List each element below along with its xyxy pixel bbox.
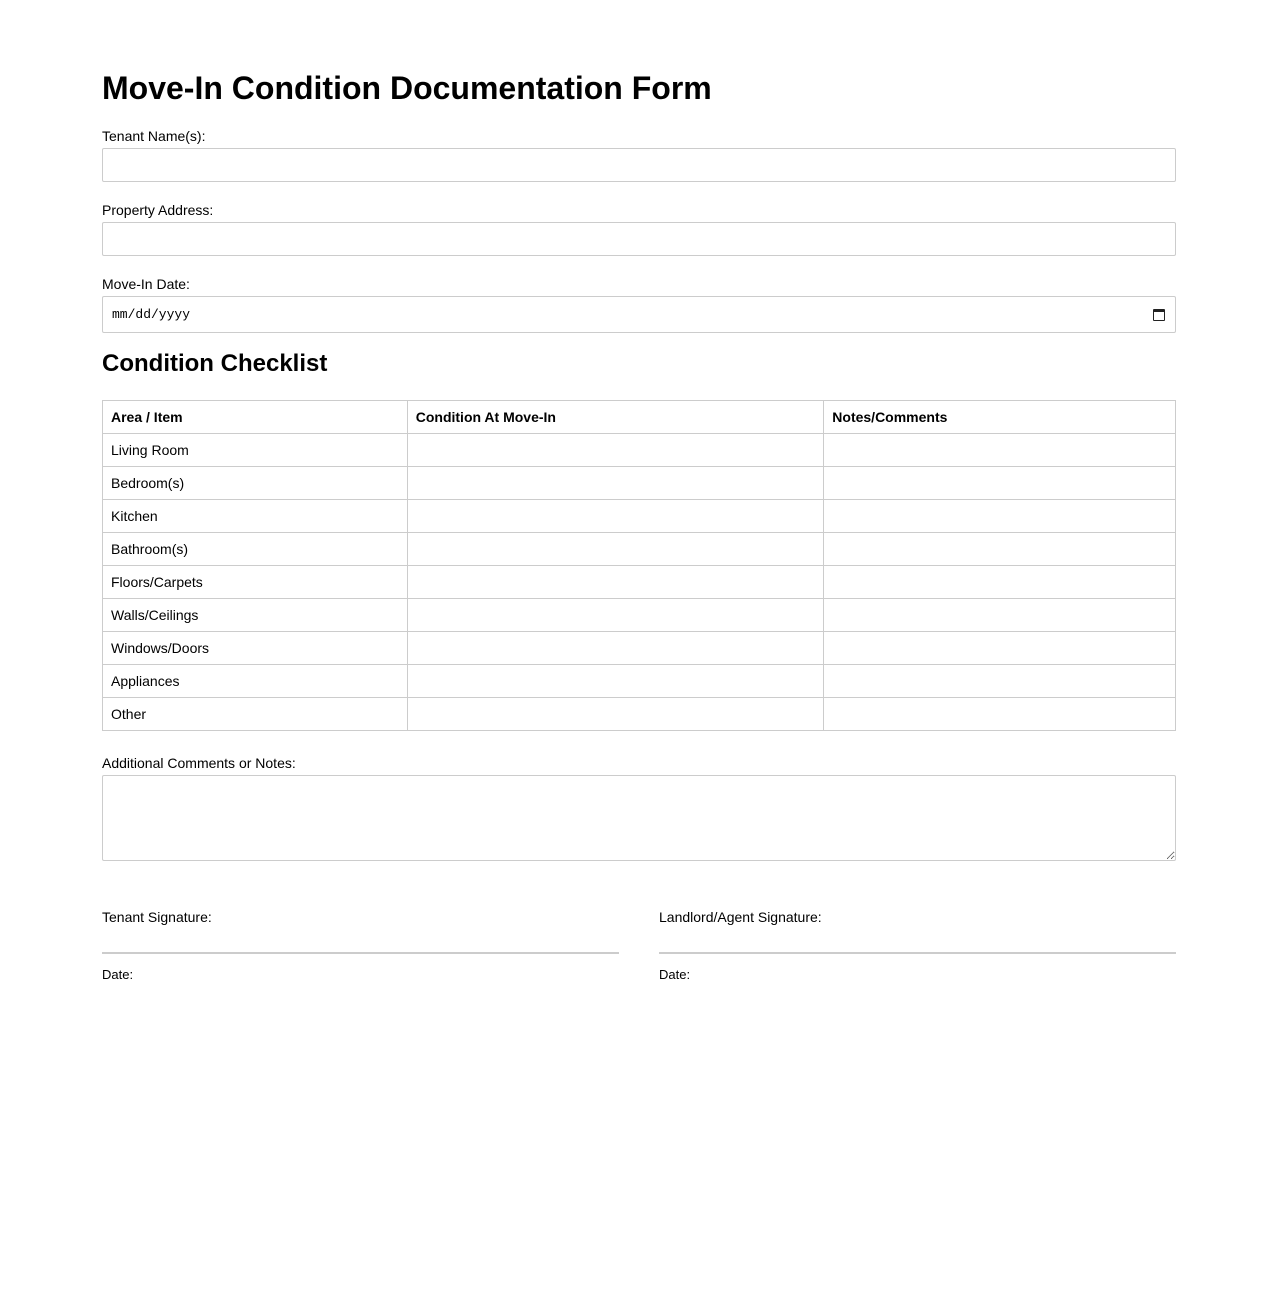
property-address-field-group xyxy=(102,202,1176,256)
move-in-date-label: Move-In Date: xyxy=(102,276,190,292)
area-cell: Floors/Carpets xyxy=(103,566,408,599)
condition-cell[interactable] xyxy=(407,698,824,731)
notes-cell[interactable] xyxy=(824,467,1176,500)
column-header-condition: Condition At Move-In xyxy=(407,401,824,434)
page-title: Move-In Condition Documentation Form xyxy=(102,70,712,106)
additional-comments-textarea[interactable] xyxy=(102,775,1176,861)
notes-cell[interactable] xyxy=(824,566,1176,599)
condition-cell[interactable] xyxy=(407,434,824,467)
condition-cell[interactable] xyxy=(407,467,824,500)
tenant-signature-label: Tenant Signature: xyxy=(102,909,212,925)
condition-cell[interactable] xyxy=(407,599,824,632)
table-row xyxy=(103,599,1176,632)
move-in-date-field-group xyxy=(102,276,1176,333)
table-row xyxy=(103,434,1176,467)
table-row xyxy=(103,500,1176,533)
notes-cell[interactable] xyxy=(824,500,1176,533)
property-address-input[interactable] xyxy=(102,222,1176,256)
notes-cell[interactable] xyxy=(824,434,1176,467)
condition-cell[interactable] xyxy=(407,533,824,566)
condition-cell[interactable] xyxy=(407,632,824,665)
tenant-names-label: Tenant Name(s): xyxy=(102,128,206,144)
tenant-signature-block xyxy=(102,909,619,983)
table-row xyxy=(103,698,1176,731)
landlord-signature-label: Landlord/Agent Signature: xyxy=(659,909,822,925)
area-cell: Living Room xyxy=(103,434,408,467)
table-row xyxy=(103,566,1176,599)
area-cell: Bedroom(s) xyxy=(103,467,408,500)
tenant-date-label: Date: xyxy=(102,967,134,982)
notes-cell[interactable] xyxy=(824,665,1176,698)
condition-cell[interactable] xyxy=(407,500,824,533)
table-row xyxy=(103,632,1176,665)
move-in-form xyxy=(102,0,1176,983)
table-header-row xyxy=(103,401,1176,434)
condition-cell[interactable] xyxy=(407,665,824,698)
area-cell: Bathroom(s) xyxy=(103,533,408,566)
notes-cell[interactable] xyxy=(824,599,1176,632)
table-row xyxy=(103,467,1176,500)
notes-cell[interactable] xyxy=(824,533,1176,566)
table-row xyxy=(103,533,1176,566)
condition-checklist-table xyxy=(102,400,1176,731)
date-placeholder: mm/dd/yyyy xyxy=(112,307,191,322)
landlord-signature-line[interactable] xyxy=(659,952,1176,954)
move-in-date-input[interactable] xyxy=(102,296,1176,333)
calendar-icon[interactable] xyxy=(1153,309,1165,321)
notes-cell[interactable] xyxy=(824,632,1176,665)
tenant-signature-line[interactable] xyxy=(102,952,619,954)
checklist-heading: Condition Checklist xyxy=(102,350,328,377)
signatures-section xyxy=(102,909,1176,983)
tenant-names-input[interactable] xyxy=(102,148,1176,182)
property-address-label: Property Address: xyxy=(102,202,214,218)
landlord-signature-block xyxy=(659,909,1176,983)
column-header-area: Area / Item xyxy=(103,401,408,434)
table-row xyxy=(103,665,1176,698)
tenant-names-field-group xyxy=(102,128,1176,182)
area-cell: Appliances xyxy=(103,665,408,698)
additional-comments-label: Additional Comments or Notes: xyxy=(102,755,296,771)
additional-comments-group xyxy=(102,755,1176,861)
area-cell: Other xyxy=(103,698,408,731)
area-cell: Kitchen xyxy=(103,500,408,533)
area-cell: Walls/Ceilings xyxy=(103,599,408,632)
condition-cell[interactable] xyxy=(407,566,824,599)
notes-cell[interactable] xyxy=(824,698,1176,731)
landlord-date-label: Date: xyxy=(659,967,691,982)
column-header-notes: Notes/Comments xyxy=(824,401,1176,434)
area-cell: Windows/Doors xyxy=(103,632,408,665)
